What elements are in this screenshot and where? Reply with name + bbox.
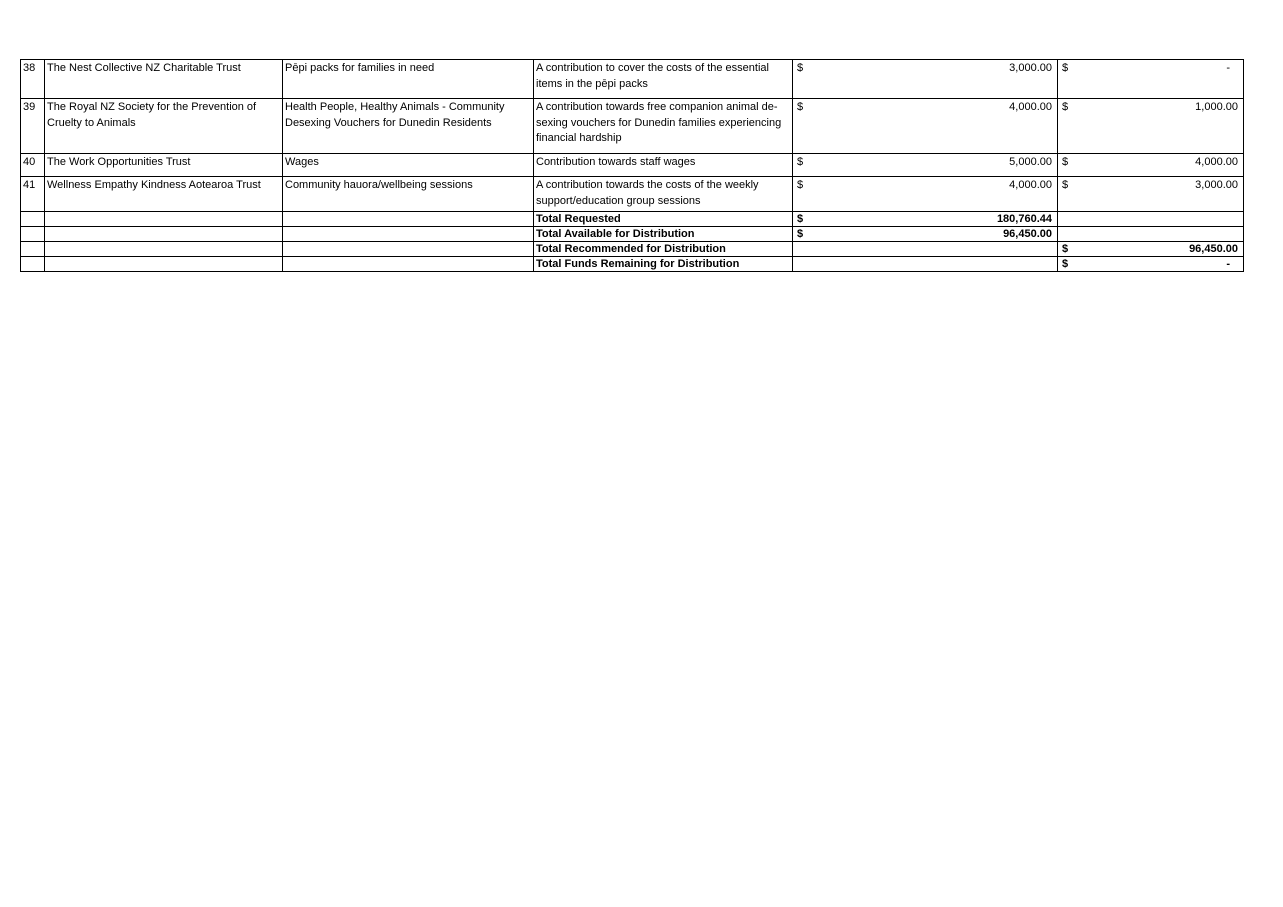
amount-requested-cell [793,177,1058,212]
empty-cell [1058,227,1244,242]
currency-symbol: $ [1062,243,1069,255]
empty-cell [45,212,283,227]
empty-cell [283,242,534,257]
project-description: Contribution towards staff wages [534,154,793,177]
project-description: A contribution towards free companion animal de-sexing vouchers for Dunedin families experiencing financial hardship [534,99,793,154]
currency-symbol: $ [1062,179,1069,191]
empty-cell [45,242,283,257]
empty-cell [1058,212,1244,227]
currency-symbol: $ [797,228,804,240]
organisation-name: Wellness Empathy Kindness Aotearoa Trust [45,177,283,212]
amount-recommended: - [1226,62,1230,74]
currency-symbol: $ [797,101,804,113]
total-remaining-cell [1058,257,1244,272]
project-description: A contribution towards the costs of the weekly support/education group sessions [534,177,793,212]
table-row [21,177,1244,212]
currency-symbol: $ [1062,258,1069,270]
empty-cell [793,257,1058,272]
empty-cell [45,257,283,272]
organisation-name: The Nest Collective NZ Charitable Trust [45,60,283,99]
total-remaining-label: Total Funds Remaining for Distribution [534,257,793,272]
project-name: Wages [283,154,534,177]
empty-cell [21,212,45,227]
empty-cell [45,227,283,242]
amount-recommended-cell [1058,60,1244,99]
total-requested-cell [793,212,1058,227]
organisation-name: The Royal NZ Society for the Prevention of Cruelty to Animals [45,99,283,154]
empty-cell [283,257,534,272]
amount-recommended-cell [1058,154,1244,177]
empty-cell [793,242,1058,257]
empty-cell [21,227,45,242]
grants-table [20,59,1244,272]
total-recommended-cell [1058,242,1244,257]
table-row [21,154,1244,177]
row-number: 41 [21,177,45,212]
empty-cell [283,212,534,227]
total-recommended-amount: 96,450.00 [1189,243,1238,255]
empty-cell [21,257,45,272]
currency-symbol: $ [1062,62,1069,74]
total-available-label: Total Available for Distribution [534,227,793,242]
table-row [21,99,1244,154]
total-requested-amount: 180,760.44 [996,213,1052,225]
currency-symbol: $ [1062,101,1069,113]
amount-recommended: 3,000.00 [1195,179,1238,191]
amount-requested: 3,000.00 [1009,62,1052,74]
total-remaining-row [21,257,1244,272]
total-requested-row [21,212,1244,227]
currency-symbol: $ [1062,156,1069,168]
amount-recommended: 4,000.00 [1195,156,1238,168]
amount-requested-cell [793,60,1058,99]
amount-requested: 4,000.00 [1009,101,1052,113]
project-name: Pēpi packs for families in need [283,60,534,99]
empty-cell [21,242,45,257]
total-recommended-row [21,242,1244,257]
project-name: Health People, Healthy Animals - Community Desexing Vouchers for Dunedin Residents [283,99,534,154]
amount-recommended-cell [1058,177,1244,212]
total-available-cell [793,227,1058,242]
organisation-name: The Work Opportunities Trust [45,154,283,177]
total-available-amount: 96,450.00 [1003,228,1052,240]
project-description: A contribution to cover the costs of the essential items in the pēpi packs [534,60,793,99]
currency-symbol: $ [797,213,804,225]
currency-symbol: $ [797,62,804,74]
amount-requested: 4,000.00 [1009,179,1052,191]
project-name: Community hauora/wellbeing sessions [283,177,534,212]
total-remaining-amount: - [1226,258,1230,270]
empty-cell [283,227,534,242]
amount-recommended-cell [1058,99,1244,154]
total-recommended-label: Total Recommended for Distribution [534,242,793,257]
row-number: 39 [21,99,45,154]
total-available-row [21,227,1244,242]
currency-symbol: $ [797,179,804,191]
row-number: 40 [21,154,45,177]
row-number: 38 [21,60,45,99]
amount-recommended: 1,000.00 [1195,101,1238,113]
amount-requested: 5,000.00 [1009,156,1052,168]
amount-requested-cell [793,154,1058,177]
table-row [21,60,1244,99]
total-requested-label: Total Requested [534,212,793,227]
currency-symbol: $ [797,156,804,168]
amount-requested-cell [793,99,1058,154]
